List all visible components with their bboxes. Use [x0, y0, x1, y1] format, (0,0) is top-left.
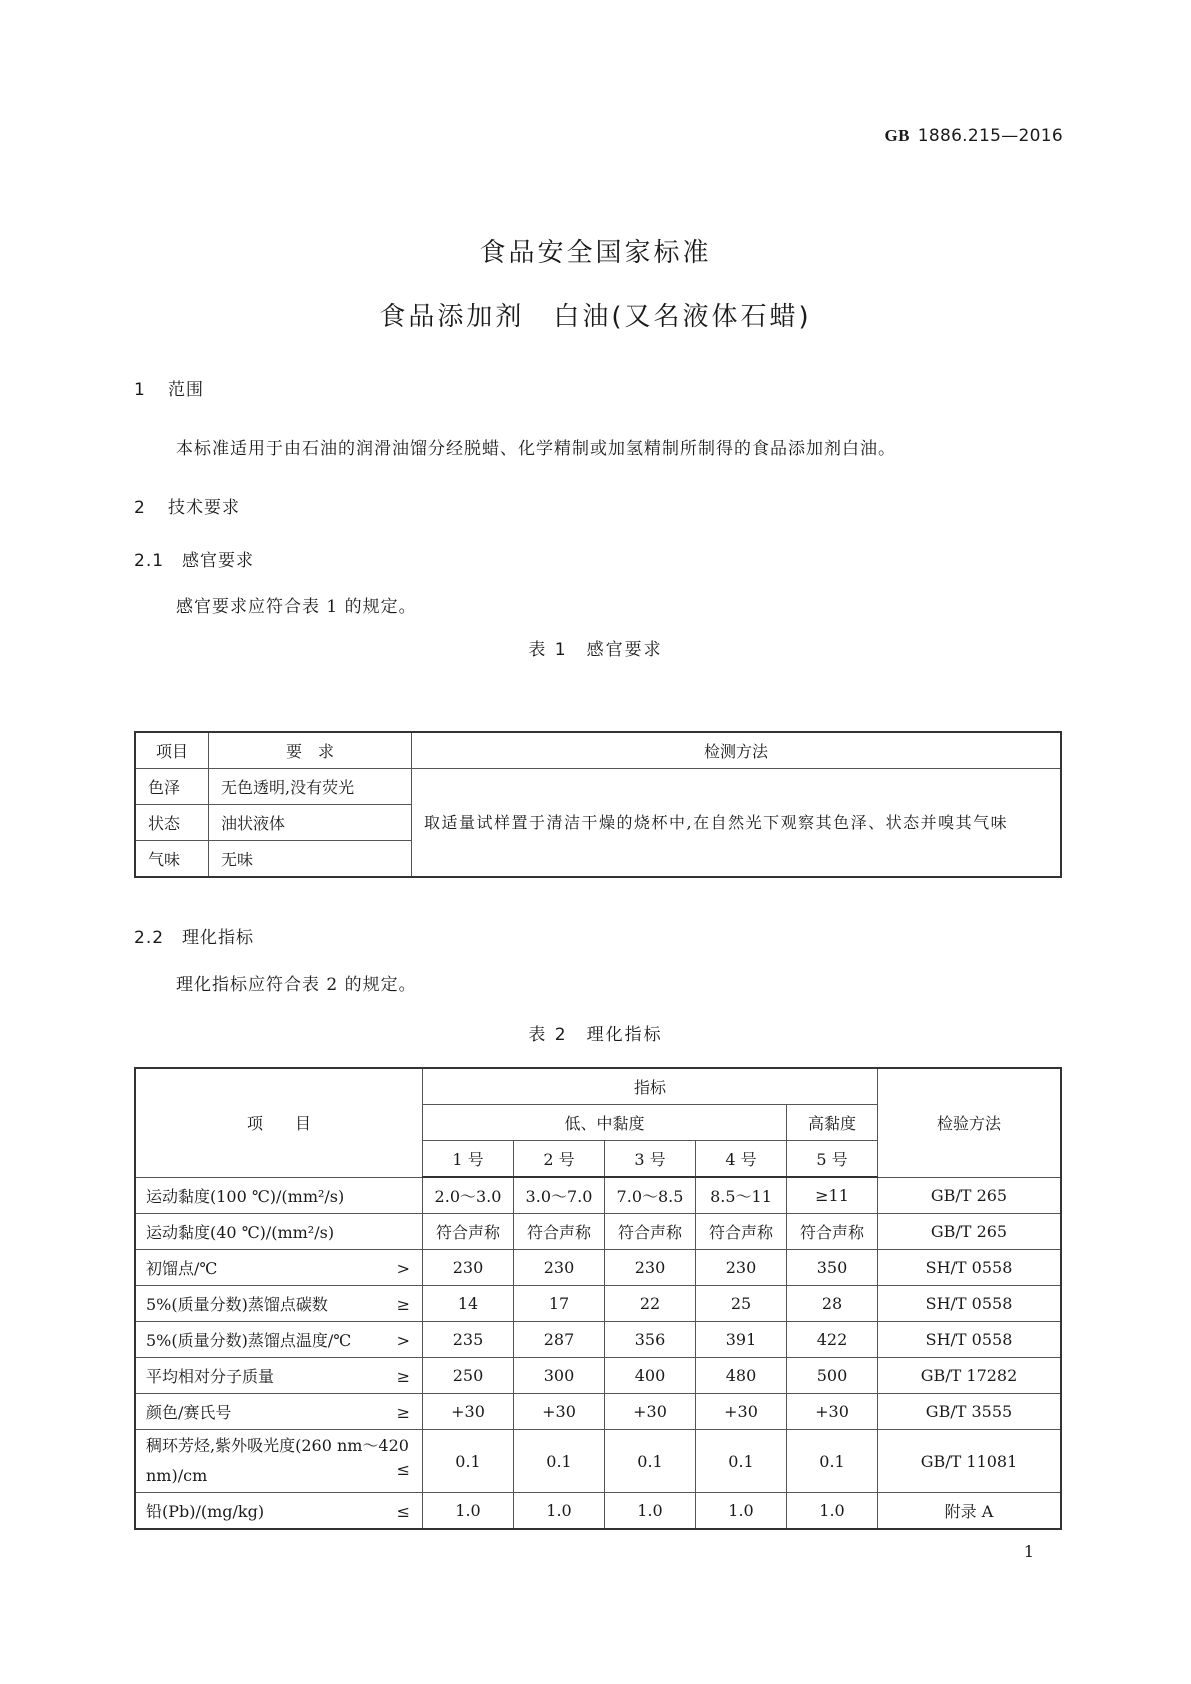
table-cell-value: 230: [605, 1250, 696, 1286]
table-cell-item: [135, 1430, 423, 1493]
table-header-high: 高黏度: [787, 1105, 878, 1141]
code-number: 1886.215—2016: [917, 126, 1063, 146]
standard-code: [885, 126, 1063, 146]
table-cell-value: 0.1: [787, 1430, 878, 1493]
table-cell-value: 350: [787, 1250, 878, 1286]
table-row: [135, 1322, 1061, 1358]
table-cell-method: GB/T 3555: [878, 1394, 1062, 1430]
table-cell-value: +30: [423, 1394, 514, 1430]
table-cell: 色泽: [135, 769, 209, 805]
table-cell-value: 符合声称: [696, 1214, 787, 1250]
table-cell-value: 17: [514, 1286, 605, 1322]
table-cell-value: +30: [696, 1394, 787, 1430]
item-label: 运动黏度(40 ℃)/(mm²/s): [146, 1223, 335, 1242]
doc-subtitle: 食品添加剂 白油(又名液体石蜡): [379, 302, 812, 332]
table-row: [135, 769, 1061, 805]
table-cell: 无味: [209, 841, 412, 878]
table-header-cell: 项目: [135, 732, 209, 769]
table-cell-value: 25: [696, 1286, 787, 1322]
table-cell-value: ≥11: [787, 1177, 878, 1214]
table-row: [135, 1493, 1061, 1530]
section-title: 理化指标: [182, 928, 254, 948]
item-label: 5%(质量分数)蒸馏点温度/℃: [146, 1331, 352, 1350]
section-title: 范围: [168, 380, 204, 400]
code-prefix: GB: [884, 126, 910, 145]
table-header-grade: 2 号: [514, 1141, 605, 1178]
table-cell-value: 14: [423, 1286, 514, 1322]
table-header-row: [135, 732, 1061, 769]
table-row: [135, 1286, 1061, 1322]
table-cell-method: SH/T 0558: [878, 1286, 1062, 1322]
table-header-low-mid: 低、中黏度: [423, 1105, 787, 1141]
table-cell-value: 230: [514, 1250, 605, 1286]
table-cell: 状态: [135, 805, 209, 841]
table-cell-value: 0.1: [605, 1430, 696, 1493]
table-cell-item: [135, 1214, 423, 1250]
comparison-operator: ≤: [396, 1502, 410, 1521]
table-cell-value: 230: [696, 1250, 787, 1286]
table-cell-value: 2.0～3.0: [423, 1177, 514, 1214]
table-cell-value: 符合声称: [514, 1214, 605, 1250]
table-cell-method: SH/T 0558: [878, 1250, 1062, 1286]
comparison-operator: ≥: [396, 1403, 410, 1422]
table-cell-value: 422: [787, 1322, 878, 1358]
table-cell-value: 3.0～7.0: [514, 1177, 605, 1214]
table-cell-value: 0.1: [423, 1430, 514, 1493]
table-cell-value: +30: [787, 1394, 878, 1430]
table-row: [135, 1250, 1061, 1286]
table-cell-value: 符合声称: [423, 1214, 514, 1250]
doc-title: 食品安全国家标准: [479, 238, 712, 268]
table-header-grade: 3 号: [605, 1141, 696, 1178]
table-cell-method: GB/T 11081: [878, 1430, 1062, 1493]
table-cell-value: 28: [787, 1286, 878, 1322]
item-label: 运动黏度(100 ℃)/(mm²/s): [146, 1186, 345, 1206]
table-cell-item: [135, 1394, 423, 1430]
table-cell-value: 1.0: [787, 1493, 878, 1530]
table-cell-value: 250: [423, 1358, 514, 1394]
section-number: 2: [134, 498, 146, 518]
table-header-grade: 4 号: [696, 1141, 787, 1178]
item-label: 铅(Pb)/(mg/kg): [146, 1502, 265, 1521]
table-2-physicochemical: [134, 1067, 1062, 1530]
table-cell-value: 1.0: [696, 1493, 787, 1530]
table-cell-item: [135, 1358, 423, 1394]
table-cell-method: 附录 A: [878, 1493, 1062, 1530]
table-cell-value: 500: [787, 1358, 878, 1394]
table-cell-item: [135, 1177, 423, 1214]
table-cell-value: 符合声称: [787, 1214, 878, 1250]
table-cell-value: 22: [605, 1286, 696, 1322]
item-label: 稠环芳烃,紫外吸光度(260 nm～420 nm)/cm: [146, 1436, 409, 1485]
table-cell-item: [135, 1493, 423, 1530]
table-row: [135, 1394, 1061, 1430]
table-cell: 无色透明,没有荧光: [209, 769, 412, 805]
table-row: [135, 1430, 1061, 1493]
table-header-grade: 1 号: [423, 1141, 514, 1178]
table-cell-method: GB/T 17282: [878, 1358, 1062, 1394]
table-row: [135, 1214, 1061, 1250]
section-2-1-heading: [134, 546, 254, 571]
table-cell-value: 1.0: [514, 1493, 605, 1530]
table-cell-item: [135, 1322, 423, 1358]
table-header-index: 指标: [423, 1068, 878, 1105]
comparison-operator: ≤: [396, 1460, 410, 1479]
table-cell-method: 取适量试样置于清洁干燥的烧杯中,在自然光下观察其色泽、状态并嗅其气味: [412, 769, 1062, 878]
section-2-2-text: 理化指标应符合表 2 的规定。: [176, 975, 417, 995]
section-2-1-text: 感官要求应符合表 1 的规定。: [176, 597, 417, 617]
table-header-cell: 检测方法: [412, 732, 1062, 769]
comparison-operator: >: [396, 1259, 410, 1278]
table-cell-value: 7.0～8.5: [605, 1177, 696, 1214]
table-cell-value: 287: [514, 1322, 605, 1358]
item-label: 平均相对分子质量: [146, 1367, 275, 1386]
table-cell-value: 符合声称: [605, 1214, 696, 1250]
table-cell-item: [135, 1286, 423, 1322]
section-1-heading: [134, 375, 204, 400]
table-cell-value: +30: [605, 1394, 696, 1430]
table-1-caption: 表 1 感官要求: [528, 640, 663, 660]
table-1-sensory: [134, 731, 1062, 878]
table-cell-method: GB/T 265: [878, 1177, 1062, 1214]
table-row: [135, 1358, 1061, 1394]
table-cell-method: GB/T 265: [878, 1214, 1062, 1250]
table-cell-value: 356: [605, 1322, 696, 1358]
comparison-operator: ≥: [396, 1367, 410, 1386]
table-cell-value: 300: [514, 1358, 605, 1394]
comparison-operator: >: [396, 1331, 410, 1350]
table-cell-value: 391: [696, 1322, 787, 1358]
section-number: 2.1: [134, 551, 165, 571]
page-number: 1: [1023, 1542, 1034, 1561]
table-cell-method: SH/T 0558: [878, 1322, 1062, 1358]
section-1-text: 本标准适用于由石油的润滑油馏分经脱蜡、化学精制或加氢精制所制得的食品添加剂白油。: [176, 439, 896, 459]
table-cell-value: 0.1: [514, 1430, 605, 1493]
table-2-caption: 表 2 理化指标: [528, 1025, 663, 1045]
section-number: 2.2: [134, 928, 165, 948]
table-header-cell: 要 求: [209, 732, 412, 769]
comparison-operator: ≥: [396, 1295, 410, 1314]
table-header-grade: 5 号: [787, 1141, 878, 1178]
table-header-item: 项 目: [135, 1068, 423, 1177]
table-cell-value: 230: [423, 1250, 514, 1286]
item-label: 初馏点/℃: [146, 1259, 218, 1278]
item-label: 5%(质量分数)蒸馏点碳数: [146, 1295, 328, 1314]
table-cell-value: 1.0: [423, 1493, 514, 1530]
table-header-row: [135, 1068, 1061, 1105]
section-number: 1: [134, 380, 146, 400]
item-label: 颜色/赛氏号: [146, 1403, 232, 1422]
section-title: 感官要求: [182, 551, 254, 571]
table-cell-value: 1.0: [605, 1493, 696, 1530]
section-2-heading: [134, 493, 240, 518]
table-cell: 气味: [135, 841, 209, 878]
section-2-2-heading: [134, 923, 254, 948]
table-cell-value: 235: [423, 1322, 514, 1358]
table-header-method: 检验方法: [878, 1068, 1062, 1177]
section-title: 技术要求: [168, 498, 240, 518]
table-cell-value: +30: [514, 1394, 605, 1430]
table-cell-value: 400: [605, 1358, 696, 1394]
table-cell-value: 8.5～11: [696, 1177, 787, 1214]
table-cell-value: 480: [696, 1358, 787, 1394]
table-row: [135, 1177, 1061, 1214]
table-cell-item: [135, 1250, 423, 1286]
table-cell: 油状液体: [209, 805, 412, 841]
table-cell-value: 0.1: [696, 1430, 787, 1493]
